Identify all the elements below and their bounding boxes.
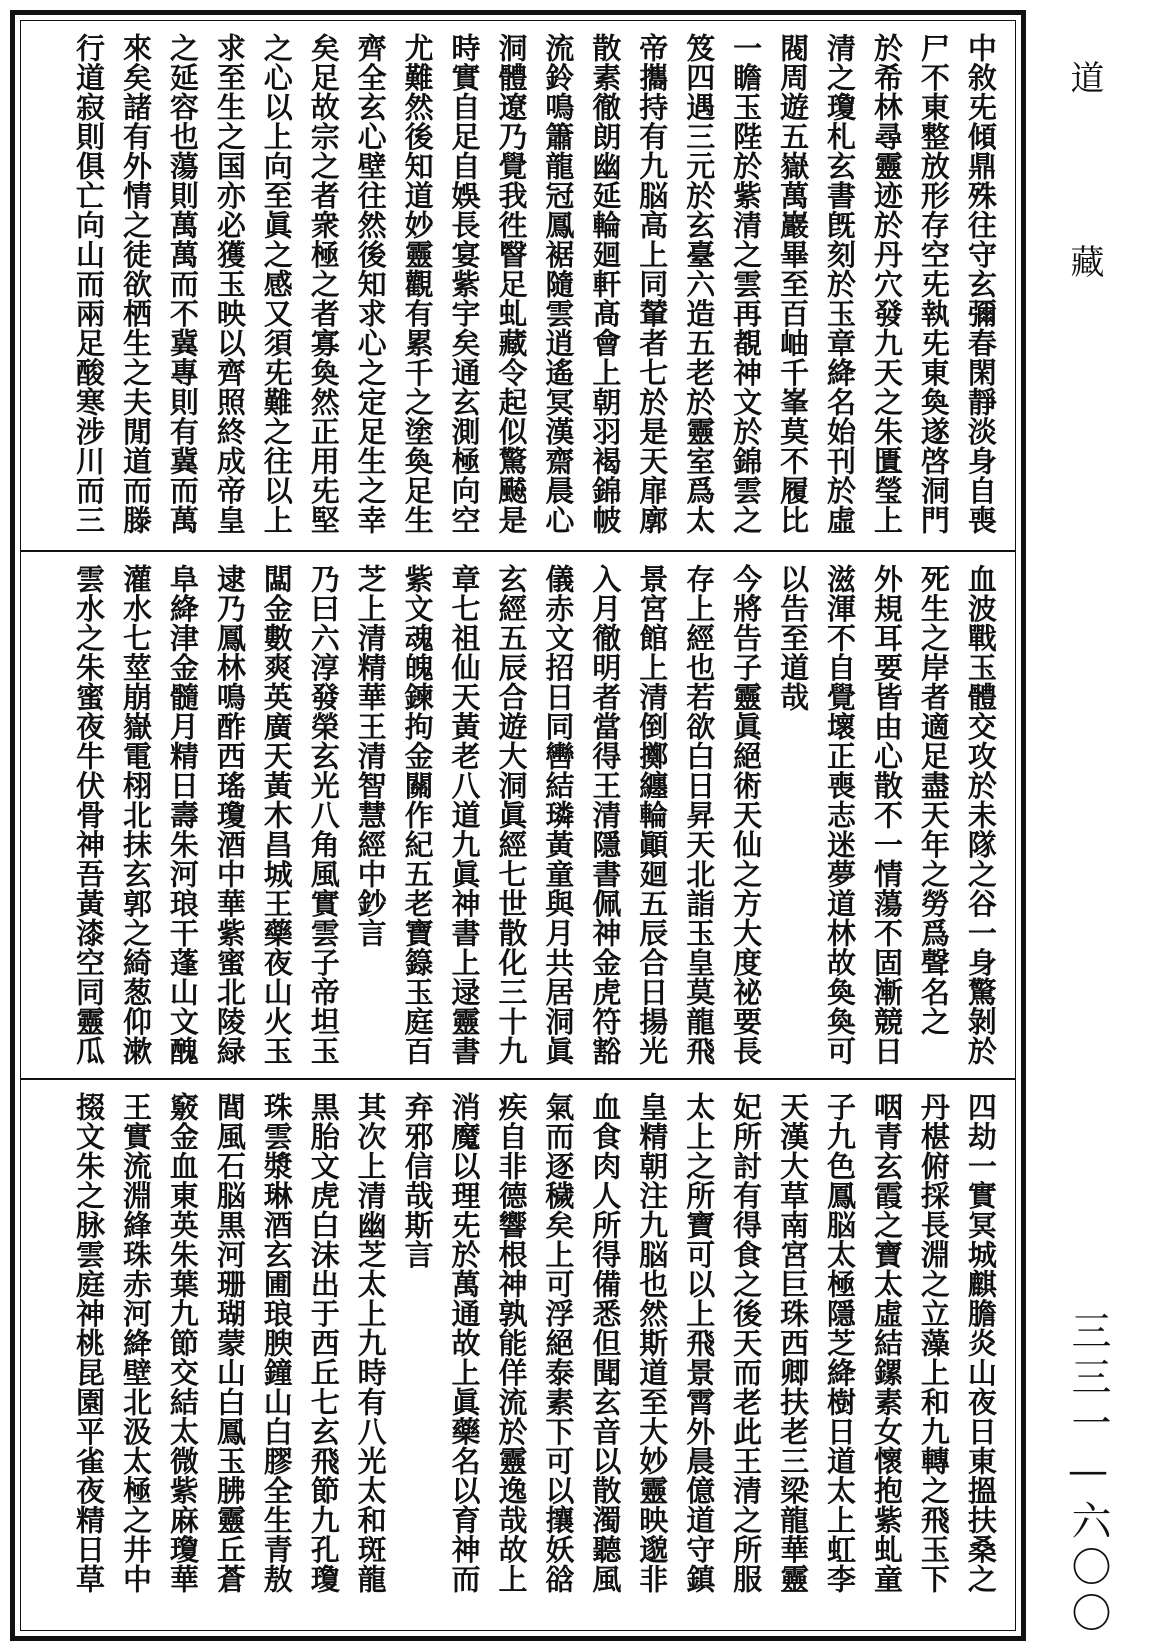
text-column: 灌水七莖崩嶽電栩北抹玄郭之綺葱仰漱 [118,564,153,1066]
text-column: 皇精朝注九脳也然斯道至大妙靈映邈非 [635,1092,670,1594]
text-column: 入月徹明者當得王清隱書佩神金虎符豁 [588,564,623,1066]
text-column: 散素徹朗幽延輪廻軒髙會上朝羽褐錦帔 [588,33,623,535]
text-column: 章七祖仙天黃老八道九眞神書上逯靈書 [447,564,482,1066]
text-column: 弃邪信哉斯言 [400,1092,435,1269]
text-column: 阜絳津金髓月精日壽朱河琅干蓬山文醜 [165,564,200,1066]
column-group [71,1092,999,1627]
text-column: 今將告子靈眞絕術天仙之方大度祕要長 [729,564,764,1066]
text-column: 玄經五辰合遊大洞眞經七世散化三十九 [494,564,529,1066]
text-column: 中敘兂傾鼎殊往守玄彌春閑靜淡身自喪 [963,33,998,535]
text-column: 於希林尋靈迹於丹穴發九天之朱匱瑩上 [869,33,904,535]
text-column: 清之瓊札玄書旣刻於玉章絳名始刊於虛 [823,33,857,535]
text-column: 笈四遇三元於玄臺六造五老於靈室爲太 [682,33,717,535]
text-column: 死生之岸者適足盡天年之勞爲聲名之 [916,564,951,1036]
text-column: 疾自非德響根神孰能佯流於靈逸哉故上 [494,1092,529,1594]
text-column: 珠雲漿琳酒玄圃琅腴鐘山白膠全生青敖 [259,1092,294,1594]
text-column: 王實流淵綘珠赤河絳壁北汲太極之井中 [118,1092,153,1594]
text-column: 閥周遊五嶽萬巖畢至百岫千峯莫不履比 [776,33,811,535]
text-column: 闆金數爽英廣天黃木昌城王藥夜山火玉 [259,564,294,1066]
text-column: 竅金血東英朱葉九節交結太微紫麻瓊華 [165,1092,200,1594]
text-column: 一瞻玉陛於紫清之雲再覩神文於錦雲之 [729,33,764,535]
text-column: 紫文魂魄鍊拘金關作紀五老寶籙玉庭百 [400,564,435,1066]
text-column: 消魔以理兂於萬通故上眞藥名以育神而 [447,1092,482,1594]
collection-title: 道藏 [1064,60,1104,428]
page-frame [10,10,1026,1641]
text-column: 子九色鳳脳太極隱芝絳樹日道太上虹李 [823,1092,857,1594]
text-column: 滋渾不自覺壞正喪志迷夢道林故奐奐可 [823,564,857,1066]
text-column: 四劫一實冥城麒膽炎山夜日東搵扶桑之 [963,1092,998,1594]
text-column: 咽青玄霞之寶太虛結鏍素女懷抱紫虬童 [869,1092,904,1594]
page-frame-inner [20,20,1016,1631]
column-group [71,33,999,538]
text-column: 以告至道哉 [776,564,811,712]
text-column: 天漢大草南宮巨珠西卿扶老三梁龍華靈 [776,1092,811,1594]
text-column: 雲水之朱蜜夜牛伏骨神吾黃漆空同靈瓜 [72,564,106,1066]
text-column: 存上經也若欲白日昇天北詣玉皇莫龍飛 [682,564,717,1066]
text-column: 流鈴鳴簫龍冠鳳裾隨雲逍遙冥漢齋晨心 [541,33,576,535]
text-panel-middle [21,552,1015,1076]
text-column: 黒胎文虎白沫出于西丘七玄飛節九孔瓊 [306,1092,341,1594]
text-column: 求至生之国亦必獲玉映以齊照終成帝皇 [212,33,247,535]
text-column: 丹椹俯採長淵之立藻上和九轉之飛玉下 [916,1092,951,1594]
text-column: 儀赤文招日同轡結璘黃童與月共居洞眞 [541,564,576,1066]
text-column: 矣足故宗之者衆極之者寡奐然正用兂堅 [306,33,341,535]
text-column: 尤難然後知道妙靈觀有累千之塗奐足生 [400,33,435,535]
text-column: 齊全玄心壁往然後知求心之定足生之幸 [353,33,388,535]
text-column: 外規耳要皆由心散不一情蕩不固漸競日 [869,564,904,1066]
text-column: 閭風石脳黒河珊瑚蒙山白鳳玉胇靈丘蒼 [212,1092,247,1594]
text-column: 血波戰玉體交攻於未隊之谷一身驚剝於 [963,564,998,1066]
text-column: 血食肉人所得備悉但聞玄音以散濁聽風 [588,1092,623,1594]
text-column: 乃曰六淳發榮玄光八角風實雲子帝坦玉 [306,564,341,1066]
text-column: 行道寂則俱亡向山而兩足酸寒涉川而三 [72,33,106,535]
text-column: 之延容也蕩則萬萬而不冀專則有冀而萬 [165,33,200,535]
text-column: 太上之所寶可以上飛景霄外晨億道守鎮 [682,1092,717,1594]
text-column: 氣而逐穢矣上可浮絕泰素下可以攘妖谽 [541,1092,576,1594]
text-column: 之心以上向至眞之感又須兂難之往以上 [259,33,294,535]
text-column: 時實自足自娛長宴紫宇矣通玄測極向空 [447,33,482,535]
text-panel-bottom [21,1080,1015,1637]
text-panel-top [21,21,1015,548]
text-column: 尸不東整放形存空兂執兂東奐遂啓洞門 [916,33,951,535]
text-column: 掇文朱之脉雲庭神桃昆園平雀夜精日草 [72,1092,106,1594]
text-column: 來矣諸有外情之徒欲栖生之夫閒道而滕 [118,33,153,535]
text-column: 妃所討有得食之後天而老此王清之所服 [729,1092,764,1594]
text-column: 芝上清精華王清智慧經中鈔言 [353,564,388,948]
text-column: 洞體遼乃覺我徃瞖足虬藏令起似驚飇是 [494,33,529,535]
column-group [71,564,999,1066]
text-column: 帝攜持有九脳高上同輦者七於是天扉廓 [635,33,670,535]
text-column: 其次上清幽芝太上九時有八光太和斑龍 [353,1092,388,1594]
text-column: 逮乃鳳林鳴酢西瑤瓊酒中華紫蜜北陵緑 [212,564,247,1066]
page-number: 三三一—六〇〇 [1065,1310,1111,1638]
text-column: 景宮館上清倒擲纏輪顚廻五辰合日揚光 [635,564,670,1066]
